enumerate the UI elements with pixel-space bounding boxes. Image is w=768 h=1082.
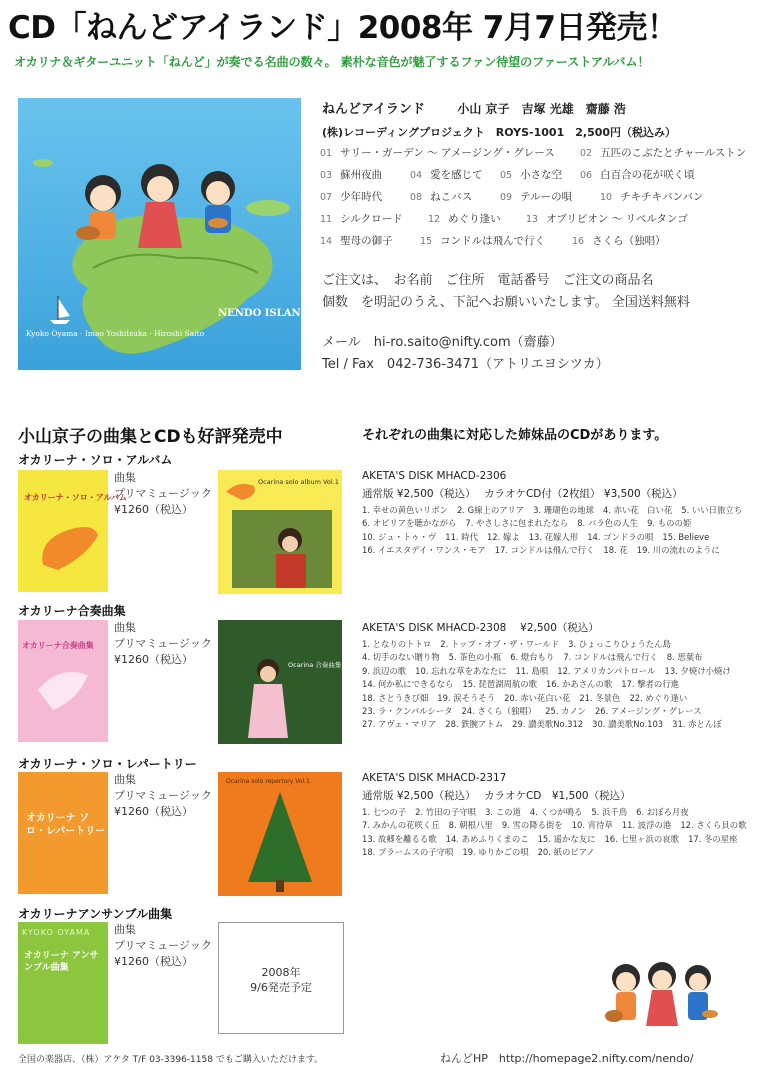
song-item: 24. さくら（独唱） <box>461 706 537 717</box>
song-item: 15. 遥かな友に <box>537 833 596 844</box>
book-meta: 曲集 プリマミュージック ¥1260（税込） <box>114 923 212 968</box>
song-item: 21. 冬景色 <box>579 692 621 703</box>
song-item: 17. 冬の星座 <box>688 833 738 844</box>
song-item: 1. 七つの子 <box>362 807 407 817</box>
song-item: 12. アメリカンパトロール <box>557 665 656 676</box>
song-item: 9. ものの姫 <box>647 518 692 529</box>
song-item: 8. バラ色の人生 <box>577 518 639 529</box>
track-item: 05 小さな空 <box>500 169 563 181</box>
song-item: 6. 燈台もり <box>510 652 555 663</box>
book-title: オカリーナ合奏曲集 <box>18 604 126 618</box>
cd-cover: Ocarina solo repertory Vol.1 <box>218 772 342 896</box>
song-item: 4. 赤い花 白い花 <box>603 505 673 515</box>
track-item: 01 サリー・ガーデン 〜 アメージング・グレース <box>320 147 555 159</box>
song-item: 20. 赤い花白い花 <box>504 692 571 703</box>
footer-homepage[interactable]: ねんどHP http://homepage2.nifty.com/nendo/ <box>440 1052 694 1065</box>
book-title: オカリーナ・ソロ・アルバム <box>18 453 173 467</box>
contact-mail[interactable]: メール hi-ro.saito@nifty.com（齋藤） <box>322 335 563 350</box>
contact-tel: Tel / Fax 042-736-3471（アトリエヨシツカ） <box>322 357 609 372</box>
disk-id: AKETA'S DISK MHACD-2308 ¥2,500（税込） <box>362 622 599 634</box>
album-title: ねんどアイランド <box>322 102 425 117</box>
page-subtitle: オカリナ＆ギターユニット「ねんど」が奏でる名曲の数々。 素朴な音色が魅了するファン待望のファーストアルバム！ <box>14 55 650 69</box>
song-list <box>362 504 762 558</box>
song-item: 7. みかんの花咲く丘 <box>362 820 440 831</box>
album-label: (株)レコーディングプロジェクト ROYS-1001 2,500円（税込み） <box>322 126 677 139</box>
song-item: 17. 撃者の行進 <box>621 679 680 690</box>
song-item: 15. Believe <box>662 531 710 542</box>
song-item: 6. オビリアを聴かながら <box>362 518 457 529</box>
song-item: 3. 珊瑚色の地球 <box>533 505 594 515</box>
track-item: 06 白百合の花が咲く頃 <box>580 169 695 181</box>
song-item: 19. ゆりかごの唄 <box>462 847 529 858</box>
disk-id: AKETA'S DISK MHACD-2306 <box>362 470 507 482</box>
song-item: 13. 夕焼け小焼け <box>664 665 731 676</box>
book-cover: KYOKO OYAMA オカリーナ アンサンブル曲集 <box>18 922 108 1044</box>
song-item: 2. 竹田の子守唄 <box>415 807 477 817</box>
song-item: 15. 琵琶湖周航の歌 <box>462 679 537 690</box>
track-item: 10 チキチキバンバン <box>600 191 704 203</box>
song-item: 10. 忘れな草をあなたに <box>415 665 507 676</box>
section-heading: 小山京子の曲集とCDも好評発売中 <box>18 427 283 447</box>
song-list <box>362 638 762 732</box>
track-item: 07 少年時代 <box>320 191 383 203</box>
song-item: 16. 七里ヶ浜の哀歌 <box>604 833 680 844</box>
song-item: 12. 嫁よ <box>486 531 520 542</box>
song-item: 19. 涙そうそう <box>437 692 496 703</box>
song-item: 5. 浜千鳥 <box>591 807 628 817</box>
song-item: 1. 幸せの黄色いリボン <box>362 505 449 515</box>
song-item: 27. アヴェ・マリア <box>362 719 437 730</box>
cd-photo <box>218 620 342 744</box>
track-item: 08 ねこバス <box>410 191 473 203</box>
song-item: 28. 鉄腕アトム <box>445 719 504 730</box>
song-item: 20. 紙のピアノ <box>537 847 595 858</box>
track-item: 03 蘇州夜曲 <box>320 169 383 181</box>
song-item: 3. ひょっこりひょうたん島 <box>568 639 671 649</box>
album-jacket <box>18 98 310 370</box>
tree-icon <box>218 772 342 896</box>
song-item: 1. となりのトトロ <box>362 639 432 649</box>
order-line-1: ご注文は、 お名前 ご住所 電話番号 ご注文の商品名 <box>322 273 654 288</box>
island-illustration <box>18 98 310 370</box>
upcoming-year: 2008年 <box>261 966 301 979</box>
book-cover: オカリーナ ソロ・レパートリー <box>18 772 108 894</box>
song-item: 12. さくら貝の歌 <box>680 820 747 831</box>
book-cover: オカリーナ・ソロ・アルバム <box>18 470 108 592</box>
song-item: 30. 讃美歌No.103 <box>592 719 664 730</box>
track-item: 13 オブリビオン 〜 リベルタンゴ <box>526 213 688 225</box>
track-item: 02 五匹のこぶたとチャールストン <box>580 147 747 159</box>
song-item: 29. 讃美歌No.312 <box>512 719 584 730</box>
song-item: 13. 故郷を離るる歌 <box>362 833 437 844</box>
song-item: 11. 波浮の港 <box>621 820 672 831</box>
song-item: 2. G線上のアリア <box>457 505 525 515</box>
song-item: 16. かあさんの歌 <box>545 679 613 690</box>
song-item: 26. アメージング・グレース <box>594 706 702 717</box>
song-item: 13. 花嫁人形 <box>528 531 579 542</box>
track-item: 09 テルーの唄 <box>500 191 573 203</box>
song-item: 5. 茶色の小瓶 <box>448 652 502 663</box>
song-list <box>362 806 762 860</box>
song-item: 2. トップ・オブ・ザ・ワールド <box>440 639 560 649</box>
disk-price: 通常版 ¥2,500（税込） カラオケCD付（2枚組） ¥3,500（税込） <box>362 488 683 500</box>
upcoming-date: 9/6発売予定 <box>250 981 312 994</box>
album-artists: 小山 京子 吉塚 光雄 齋藤 浩 <box>457 102 626 116</box>
song-item: 11. 島唄 <box>515 665 549 676</box>
song-item: 16. イエスタデイ・ワンス・モア <box>362 545 486 556</box>
song-item: 14. ゴンドラの唄 <box>587 531 654 542</box>
song-item: 10. 宵待草 <box>571 820 613 831</box>
song-item: 3. この道 <box>485 807 521 817</box>
song-item: 19. 川の流れのように <box>636 545 720 556</box>
book-meta: 曲集 プリマミュージック ¥1260（税込） <box>114 621 212 666</box>
page-title: CD「ねんどアイランド」2008年 7月7日発売！ <box>8 10 678 46</box>
track-item: 14 聖母の御子 <box>320 235 393 247</box>
book-cover: オカリーナ合奏曲集 <box>18 620 108 742</box>
order-line-2: 個数 を明記のうえ、下記へお願いいたします。 全国送料無料 <box>322 295 690 310</box>
cd-cover: Ocarina 合奏曲集 <box>218 620 342 744</box>
song-item: 18. さとうきび畑 <box>362 692 429 703</box>
jacket-members: Kyoko Oyama · Imao Yoshitsuka · Hiroshi Saito <box>26 329 205 338</box>
disk-id: AKETA'S DISK MHACD-2317 <box>362 772 507 784</box>
track-item: 11 シルクロード <box>320 213 403 225</box>
song-item: 11. 時代 <box>445 531 478 542</box>
book-meta: 曲集 プリマミュージック ¥1260（税込） <box>114 471 212 516</box>
song-item: 22. めぐり逢い <box>629 692 688 703</box>
order-instructions <box>322 270 690 314</box>
contact-info <box>322 332 609 376</box>
disk-price: 通常版 ¥2,500（税込） カラオケCD ¥1,500（税込） <box>362 790 631 802</box>
song-item: 10. ジュ・トゥ・ヴ <box>362 531 437 542</box>
cd-cover: Ocarina solo album Vol.1 <box>218 470 342 594</box>
song-item: 23. ラ・クンパルシータ <box>362 706 453 717</box>
song-item: 18. ブラームスの子守唄 <box>362 847 454 858</box>
song-item: 8. 思葉布 <box>666 652 703 663</box>
book-meta: 曲集 プリマミュージック ¥1260（税込） <box>114 773 212 818</box>
footer-shop-info: 全国の楽器店、（株）アケタ T/F 03-3396-1158 でもご購入いただけます。 <box>18 1055 324 1065</box>
song-item: 4. くつが鳴る <box>529 807 583 817</box>
jacket-title: NENDO ISLAND <box>218 308 310 319</box>
song-item: 4. 切手のない贈り物 <box>362 652 440 663</box>
song-item: 9. 浜辺の歌 <box>362 665 407 676</box>
song-item: 7. コンドルは飛んで行く <box>563 652 658 663</box>
song-item: 31. 赤とんぼ <box>672 719 722 730</box>
cd-photo <box>218 470 342 594</box>
nendo-kids-illustration <box>598 956 728 1044</box>
track-item: 15 コンドルは飛んで行く <box>420 235 546 247</box>
book-title: オカリーナ・ソロ・レパートリー <box>18 757 197 771</box>
upcoming-release <box>218 922 344 1034</box>
song-item: 14. あめふりくまのこ <box>445 833 529 844</box>
song-item: 18. 花 <box>603 545 628 556</box>
song-item: 5. いい日旅立ち <box>681 505 743 515</box>
book-title: オカリーナアンサンブル曲集 <box>18 907 173 921</box>
song-item: 17. コンドルは飛んで行く <box>494 545 595 556</box>
song-item: 7. やさしさに包まれたなら <box>465 518 569 529</box>
song-item: 14. 何か私にできるなら <box>362 679 454 690</box>
ocarina-icon <box>18 620 108 742</box>
track-item: 04 愛を感じて <box>410 169 483 181</box>
section-note: それぞれの曲集に対応した姉妹品のCDがあります。 <box>362 428 668 443</box>
song-item: 6. おぼろ月夜 <box>636 807 689 817</box>
song-item: 9. 雪の降る街を <box>501 820 563 831</box>
ocarina-icon <box>18 470 108 592</box>
album-title-line <box>322 98 626 117</box>
track-item: 16 さくら（独唱） <box>572 235 666 247</box>
track-item: 12 めぐり逢い <box>428 213 501 225</box>
song-item: 25. カノン <box>545 706 586 717</box>
song-item: 8. 朝根八里 <box>448 820 493 831</box>
